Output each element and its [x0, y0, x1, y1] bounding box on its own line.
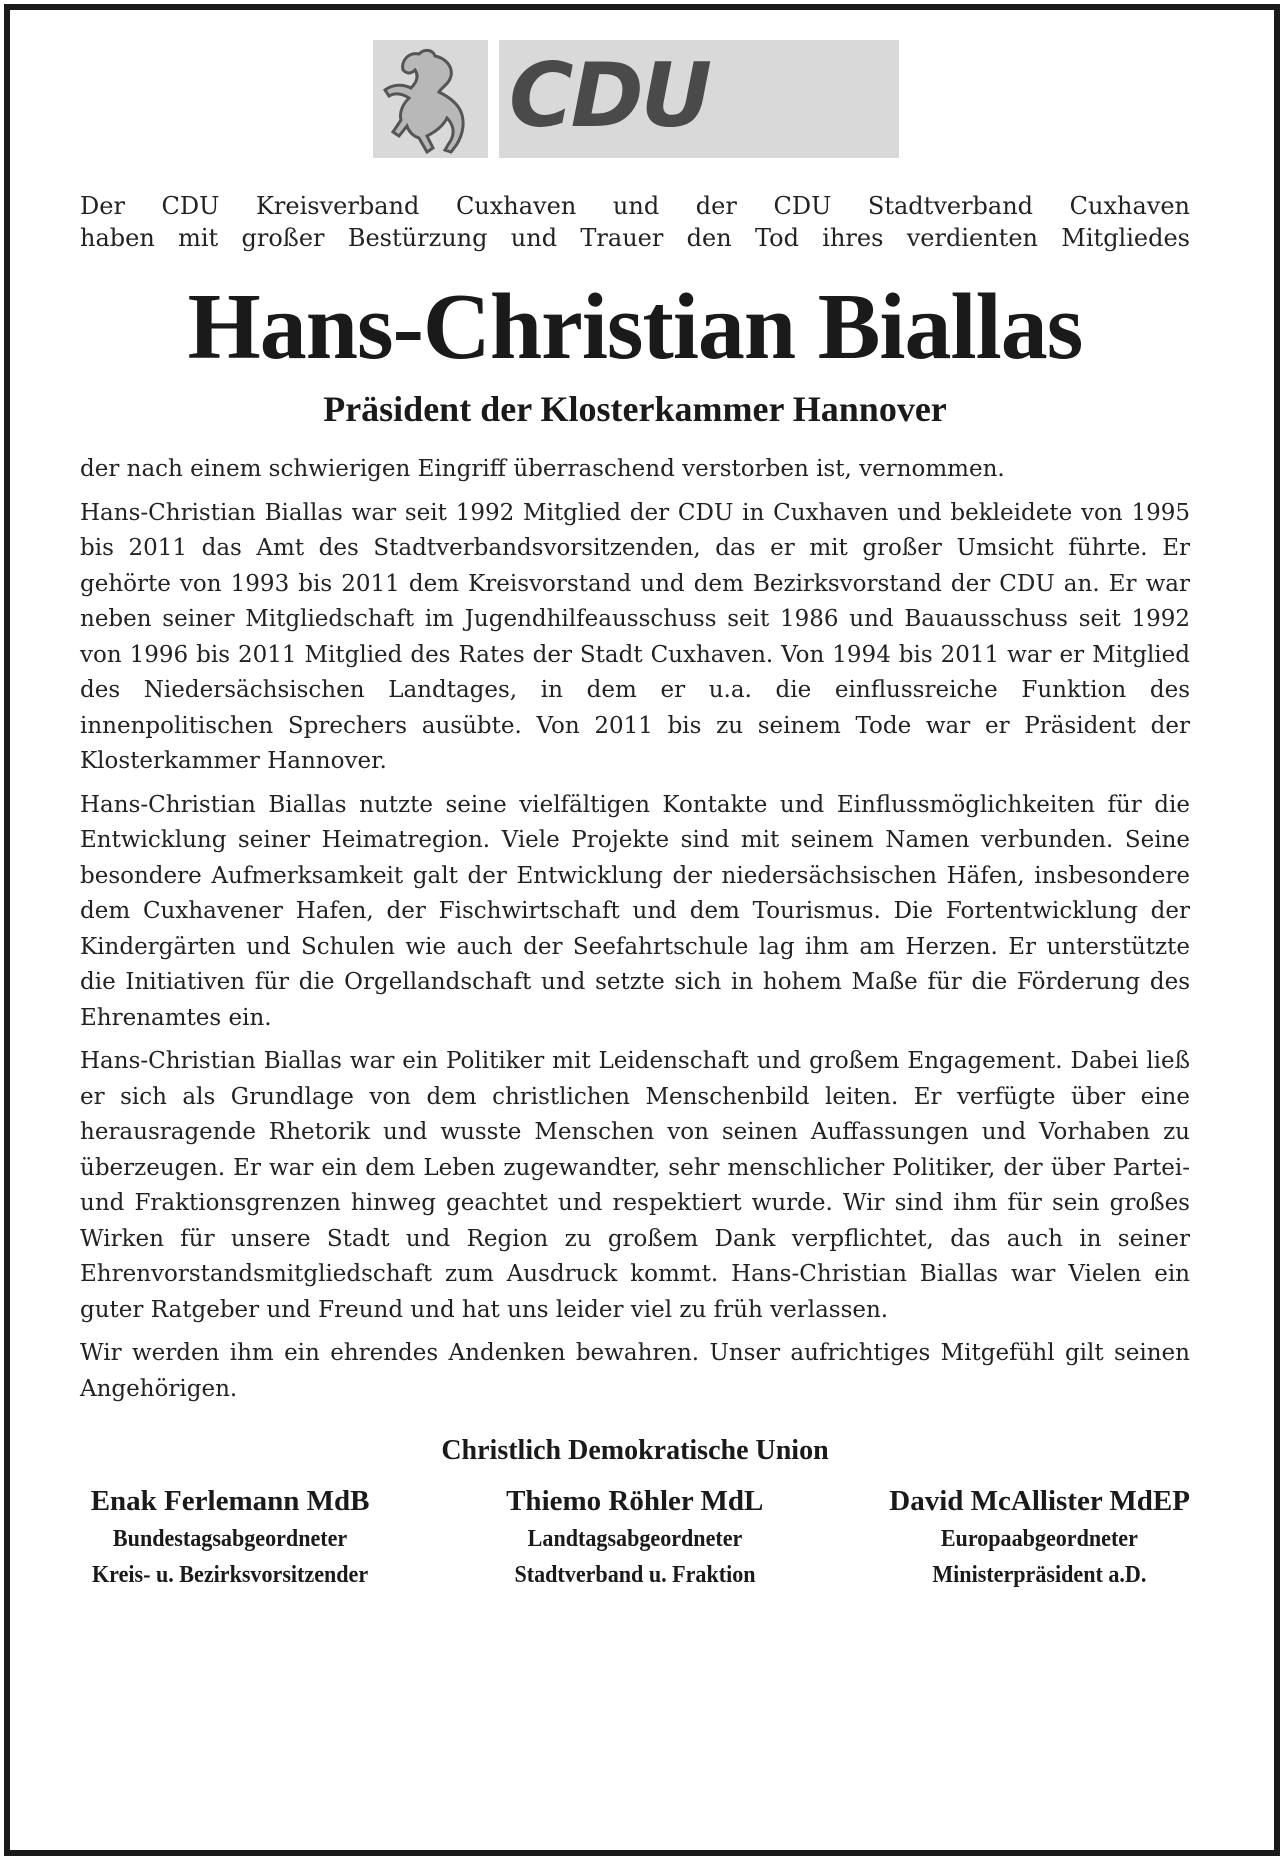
saxon-horse-icon	[373, 40, 488, 158]
signer-name: Enak Ferlemann MdB	[90, 1485, 370, 1517]
signer-role: Kreis- u. Bezirksvorsitzender	[92, 1562, 369, 1588]
signer-name: David McAllister MdEP	[889, 1485, 1190, 1517]
paragraph-2: Hans-Christian Biallas war seit 1992 Mitglied der CDU in Cuxhaven und bekleidete von 1995 bis 2011 das Amt des Stadtverbandsvorsitzenden, das er mit großer Umsicht führte. Er gehörte von 1993 bis 2011 dem Kreisvorstand und dem Bezirksvorstand der CDU an. Er war neben seiner Mitgliedschaft im Jugendhilfeausschuss seit 1986 und Bauausschuss seit 1992 von 1996 bis 2011 Mitglied des Rates der Stadt Cuxhaven. Von 1994 bis 2011 war er Mitglied des Niedersächsischen Landtages, in dem er u.a. die einflussreiche Funktion des innenpolitischen Sprechers ausübte. Von 2011 bis zu seinem Tode war er Präsident der Klosterkammer Hannover.	[80, 499, 1190, 774]
signer-2	[504, 1481, 766, 1593]
organization-name: Christlich Demokratische Union	[441, 1435, 829, 1466]
paragraph-3: Hans-Christian Biallas nutzte seine vielfältigen Kontakte und Einflussmöglichkeiten für die Entwicklung seiner Heimatregion. Viele Projekte sind mit seinem Namen verbunden. Seine besondere Aufmerksamkeit galt der Entwicklung der niedersächsischen Häfen, insbesondere dem Cuxhavener Hafen, der Fischwirtschaft und dem Tourismus. Die Fortentwicklung der Kindergärten und Schulen wie auch der Seefahrtschule lag ihm am Herzen. Er unterstützte die Initiativen für die Orgellandschaft und setzte sich in hohem Maße für die Förderung des Ehrenamtes ein.	[80, 791, 1190, 1031]
paragraph-1: der nach einem schwierigen Eingriff überraschend verstorben ist, vernommen.	[80, 456, 1005, 482]
paragraph-4: Hans-Christian Biallas war ein Politiker mit Leidenschaft und großem Engagement. Dabei ließ er sich als Grundlage von dem christlichen Menschenbild leiten. Er verfügte über eine herausragende Rhetorik und wusste Menschen von seinen Auffassungen und Vorhaben zu überzeugen. Er war ein dem Leben zugewandter, sehr menschlicher Politiker, der über Partei- und Fraktionsgrenzen hinweg geachtet und respektiert wurde. Wir sind ihm für sein großes Wirken für unsere Stadt und Region zu großem Dank verpflichtet, das auch in seiner Ehrenvorstandsmitgliedschaft zum Ausdruck kommt. Hans-Christian Biallas war Vielen ein guter Ratgeber und Freund und hat uns leider viel zu früh verlassen.	[80, 1048, 1190, 1323]
intro-text	[80, 190, 1190, 254]
signer-role: Stadtverband u. Fraktion	[514, 1562, 756, 1588]
cdu-logo-text: CDU	[509, 44, 710, 147]
signer-1	[80, 1481, 380, 1593]
signer-role: Ministerpräsident a.D.	[932, 1562, 1147, 1588]
intro-line-2: haben mit großer Bestürzung und Trauer den Tod ihres verdienten Mitgliedes	[80, 224, 1190, 252]
signer-name: Thiemo Röhler MdL	[506, 1485, 764, 1517]
signer-role: Europaabgeordneter	[941, 1526, 1139, 1552]
signers	[80, 1481, 1190, 1593]
logo-horse-box	[373, 40, 488, 158]
signer-role: Bundestagsabgeordneter	[112, 1526, 348, 1552]
paragraph-5: Wir werden ihm ein ehrendes Andenken bewahren. Unser aufrichtiges Mitgefühl gilt seinen Angehörigen.	[80, 1340, 1190, 1402]
logo-cdu-box	[499, 40, 899, 158]
deceased-title: Präsident der Klosterkammer Hannover	[323, 389, 947, 429]
signer-3	[889, 1481, 1190, 1593]
deceased-name: Hans-Christian Biallas	[187, 275, 1083, 379]
signer-role: Landtagsabgeordneter	[527, 1526, 743, 1552]
intro-line-1: Der CDU Kreisverband Cuxhaven und der CDU Stadtverband Cuxhaven	[80, 192, 1190, 220]
obituary-content	[80, 190, 1190, 1593]
